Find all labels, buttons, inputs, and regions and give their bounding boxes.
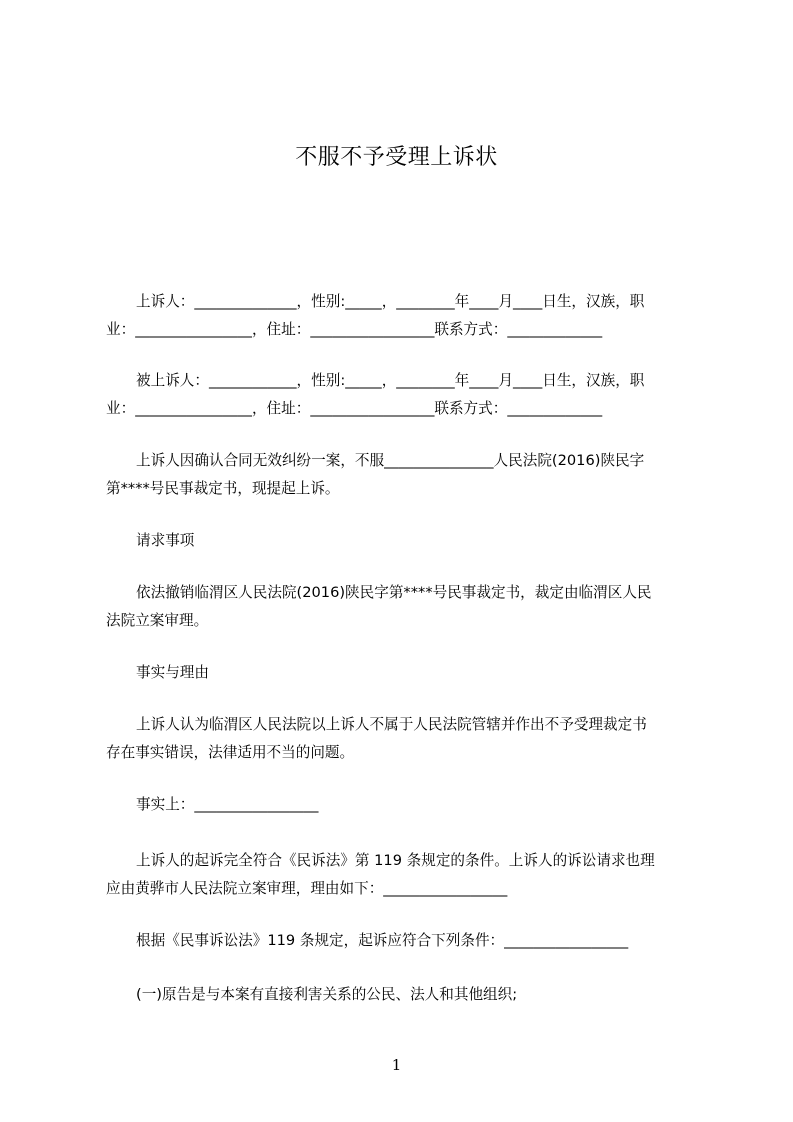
- document-title: 不服不予受理上诉状: [295, 145, 498, 170]
- appellee-line-2: 业：________________，住址：_________________联系方式：_____________: [106, 400, 603, 417]
- case-statement-line-2: 第****号民事裁定书，现提起上诉。: [106, 480, 340, 497]
- request-line-1: 依法撤销临渭区人民法院(2016)陕民字第****号民事裁定书，裁定由临渭区人民: [136, 584, 652, 601]
- section-heading-facts-reasons: 事实与理由: [136, 664, 209, 681]
- facts-line: 事实上：_________________: [136, 796, 319, 813]
- law-basis-line-2: 应由黄骅市人民法院立案审理，理由如下：_________________: [106, 880, 508, 897]
- appellant-line-1: 上诉人：______________，性别:_____，________年____月____日生，汉族，职: [136, 293, 645, 310]
- page-number: 1: [391, 1056, 402, 1074]
- appellee-line-1: 被上诉人：____________，性别:_____，________年____月____日生，汉族，职: [136, 372, 645, 389]
- reason-line-2: 存在事实错误，法律适用不当的问题。: [106, 744, 355, 761]
- law-basis-line-1: 上诉人的起诉完全符合《民诉法》第 119 条规定的条件。上诉人的诉讼请求也理: [136, 852, 655, 869]
- condition-item-1: (一)原告是与本案有直接利害关系的公民、法人和其他组织;: [136, 986, 518, 1003]
- reason-line-1: 上诉人认为临渭区人民法院以上诉人不属于人民法院管辖并作出不予受理裁定书: [136, 716, 647, 733]
- appellant-line-2: 业：________________，住址：_________________联系方式：_____________: [106, 321, 603, 338]
- request-line-2: 法院立案审理。: [106, 612, 209, 629]
- case-statement-line-1: 上诉人因确认合同无效纠纷一案，不服_______________人民法院(2016)陕民字: [136, 452, 645, 469]
- section-heading-requests: 请求事项: [136, 532, 195, 549]
- conditions-intro-line: 根据《民事诉讼法》119 条规定，起诉应符合下列条件：_________________: [136, 932, 629, 949]
